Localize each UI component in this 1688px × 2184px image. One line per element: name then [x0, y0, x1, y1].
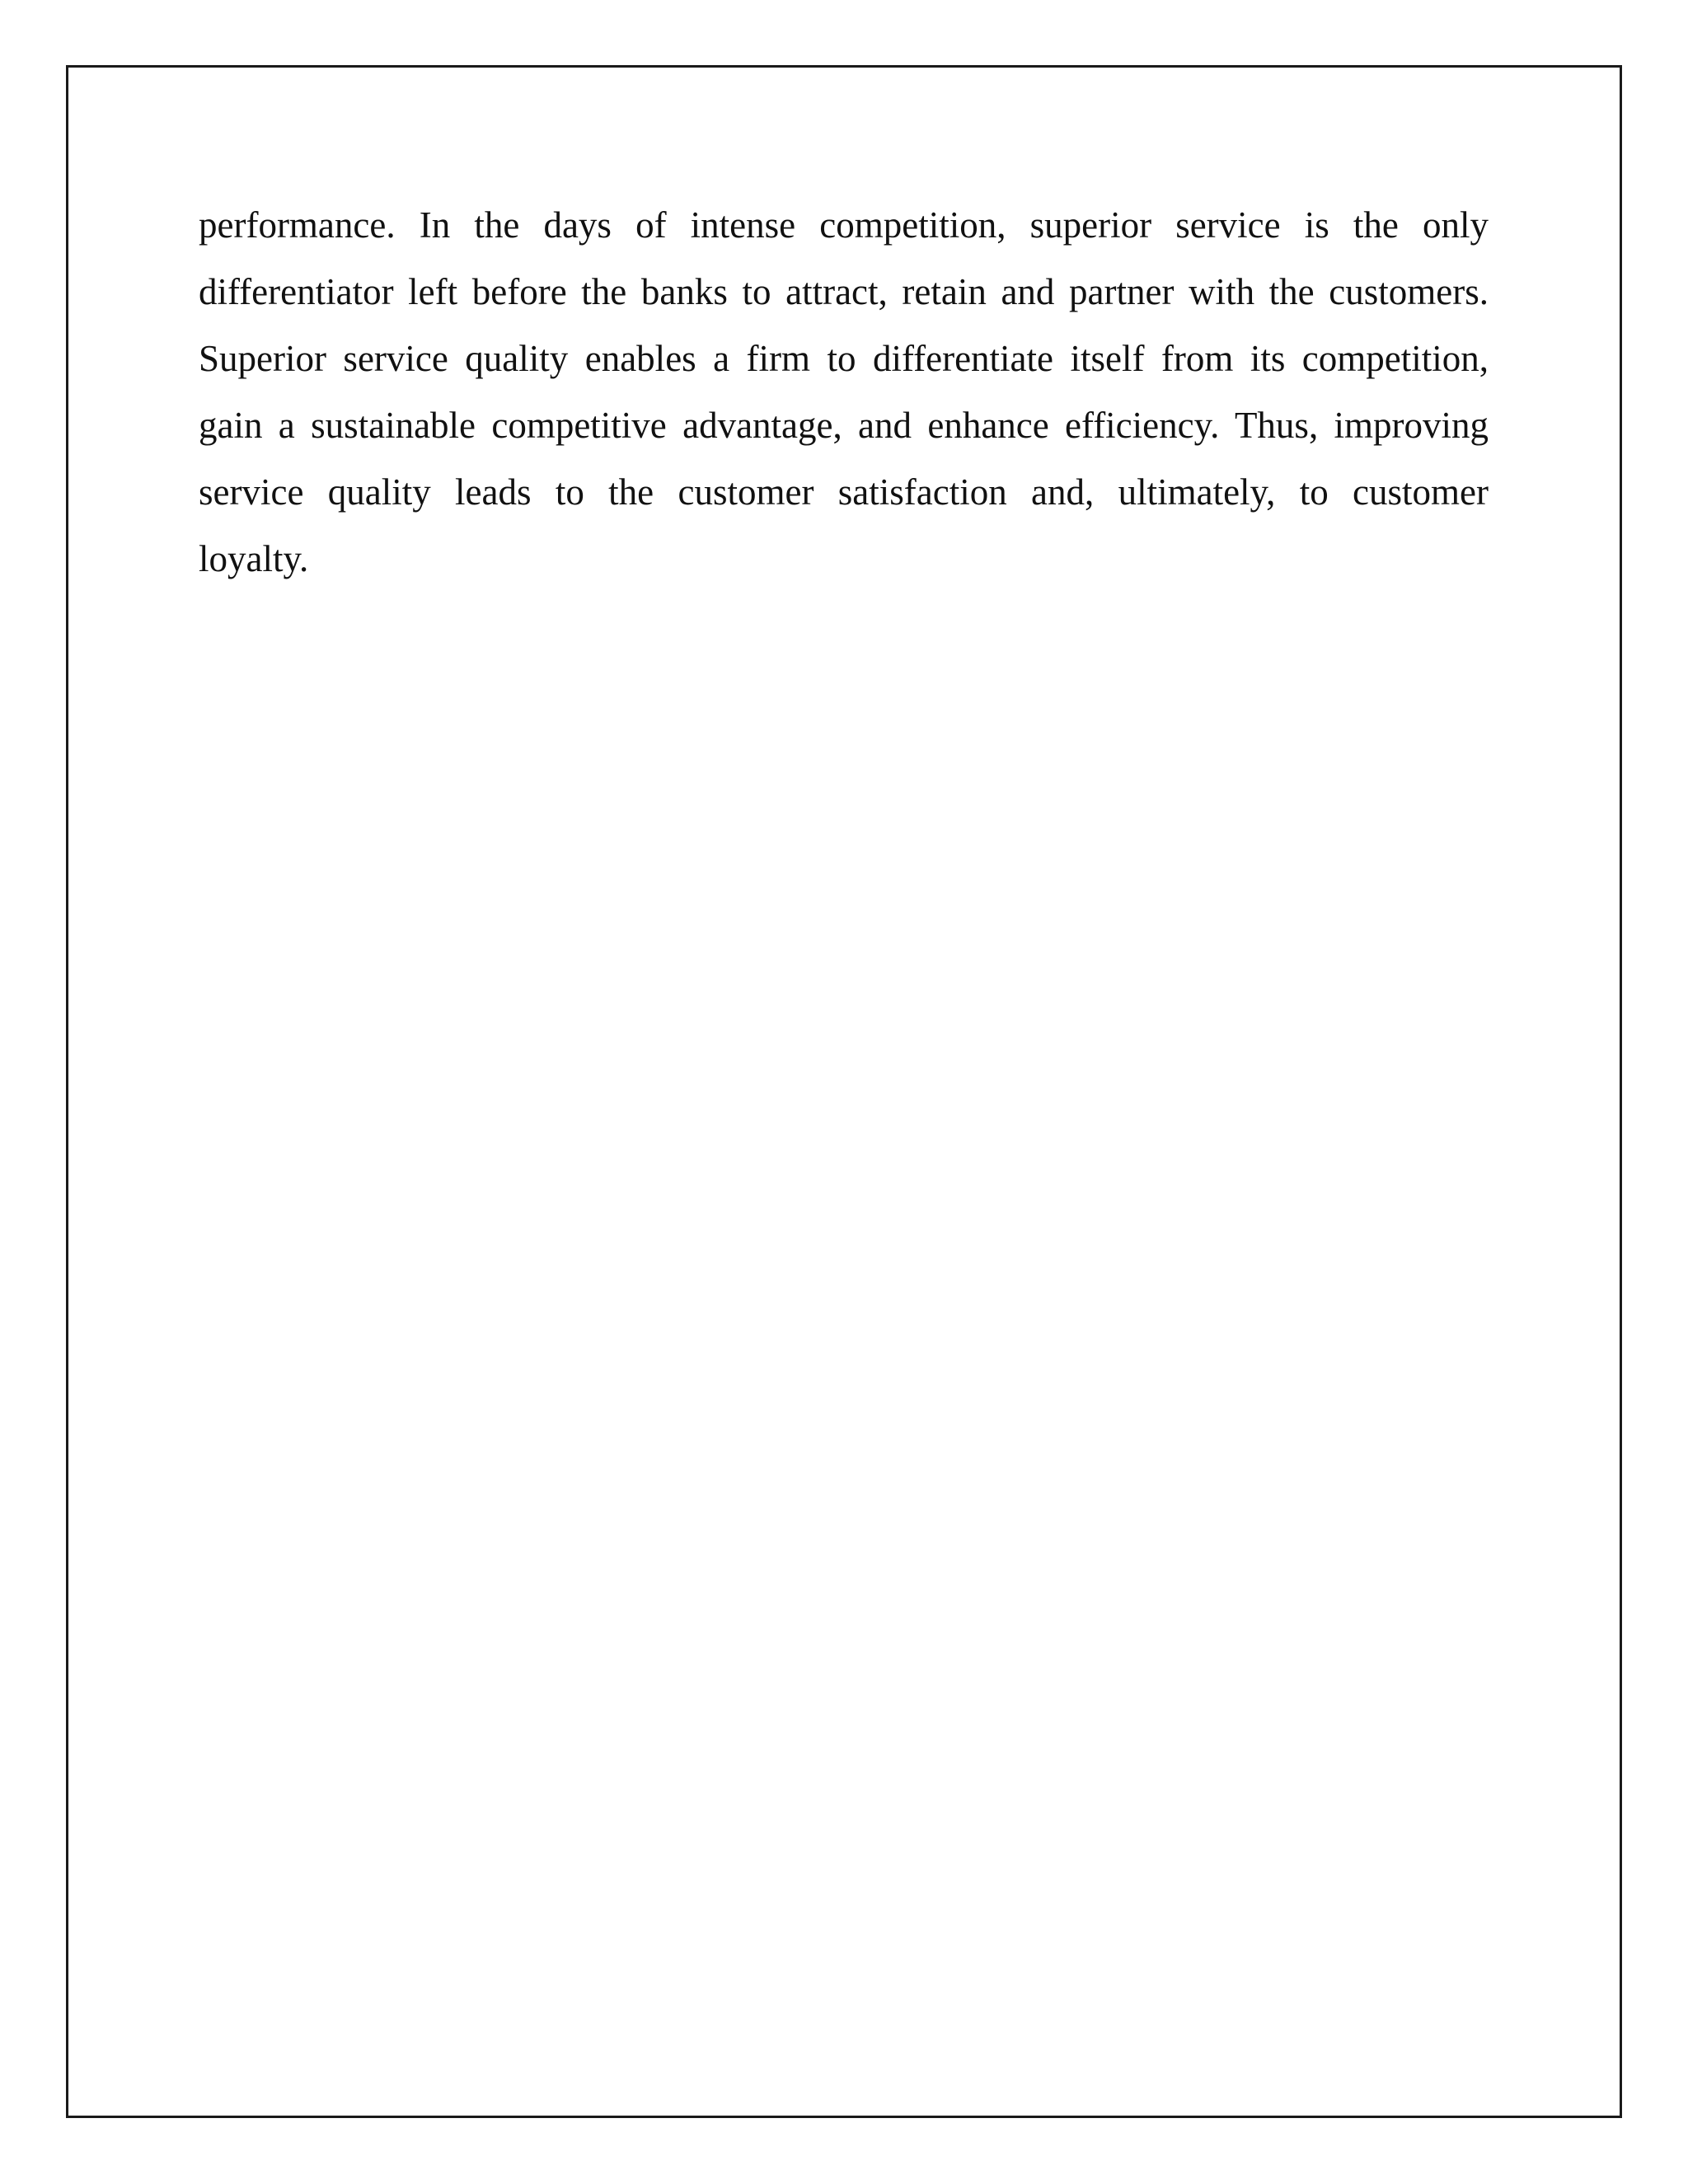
body-paragraph [199, 192, 1489, 593]
paragraph-line: performance. In the days of intense competition, superior service is the only [199, 204, 1489, 246]
paragraph-line: differentiator left before the banks to attract, retain and partner with the customers. [199, 271, 1489, 312]
paragraph-line: loyalty. [199, 538, 309, 579]
paragraph-line: gain a sustainable competitive advantage, and enhance efficiency. Thus, improving [199, 405, 1489, 446]
paragraph-line: Superior service quality enables a firm to differentiate itself from its competition, [199, 338, 1489, 379]
paragraph-line: service quality leads to the customer satisfaction and, ultimately, to customer [199, 471, 1489, 513]
